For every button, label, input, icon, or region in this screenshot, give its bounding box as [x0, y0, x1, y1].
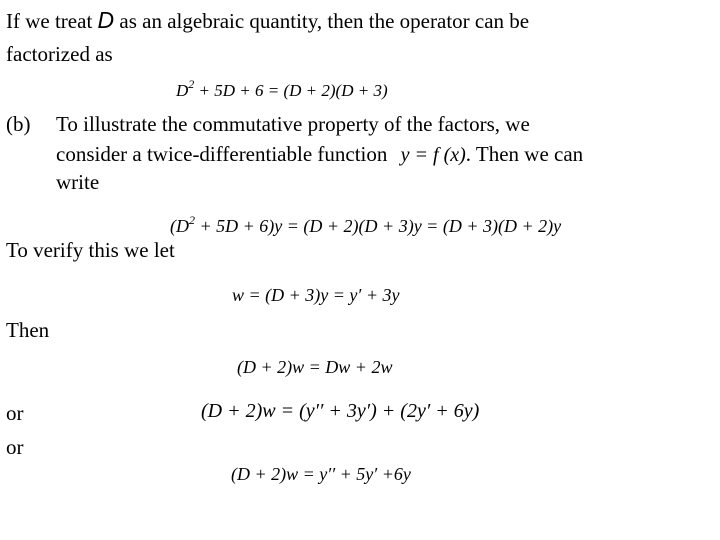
eq2-open: (D [170, 216, 189, 236]
verify-text: To verify this we let [6, 238, 175, 262]
equation-step-1: (D + 2)w = Dw + 2w [237, 357, 393, 377]
intro-line-2: factorized as [6, 42, 113, 66]
part-b-line-2b: . Then we can [465, 142, 584, 166]
equation-factorization [176, 73, 388, 102]
part-b-line-2a: consider a twice-differentiable function [56, 142, 388, 166]
function-notation: y = f (x) [400, 144, 466, 166]
d-symbol: D [97, 7, 115, 33]
or-text-1: or [6, 401, 24, 425]
part-b-marker: (b) [6, 112, 31, 136]
intro-line-1 [6, 7, 529, 34]
then-text: Then [6, 318, 50, 342]
intro-lead: If we treat [6, 9, 93, 33]
or-text-2: or [6, 435, 24, 459]
eq2-rest: + 5D + 6)y = (D + 2)(D + 3)y = (D + 3)(D + 2)y [199, 216, 562, 236]
intro-tail: as an algebraic quantity, then the operator can be [119, 9, 530, 33]
eq1-exponent: 2 [188, 77, 195, 91]
part-b-line-3: write [56, 170, 100, 194]
equation-result: (D + 2)w = y′′ + 5y′ +6y [231, 464, 411, 484]
part-b-line-2 [56, 141, 583, 168]
eq1-lhs: D [176, 81, 189, 100]
eq2-exponent: 2 [189, 213, 195, 227]
equation-step-2: (D + 2)w = (y′′ + 3y′) + (2y′ + 6y) [201, 400, 480, 422]
equation-w-definition: w = (D + 3)y = y′ + 3y [232, 285, 400, 305]
equation-commutative [170, 209, 561, 237]
part-b-line-1: To illustrate the commutative property of the factors, we [56, 112, 530, 136]
eq1-rest: + 5D + 6 = (D + 2)(D + 3) [198, 81, 388, 100]
